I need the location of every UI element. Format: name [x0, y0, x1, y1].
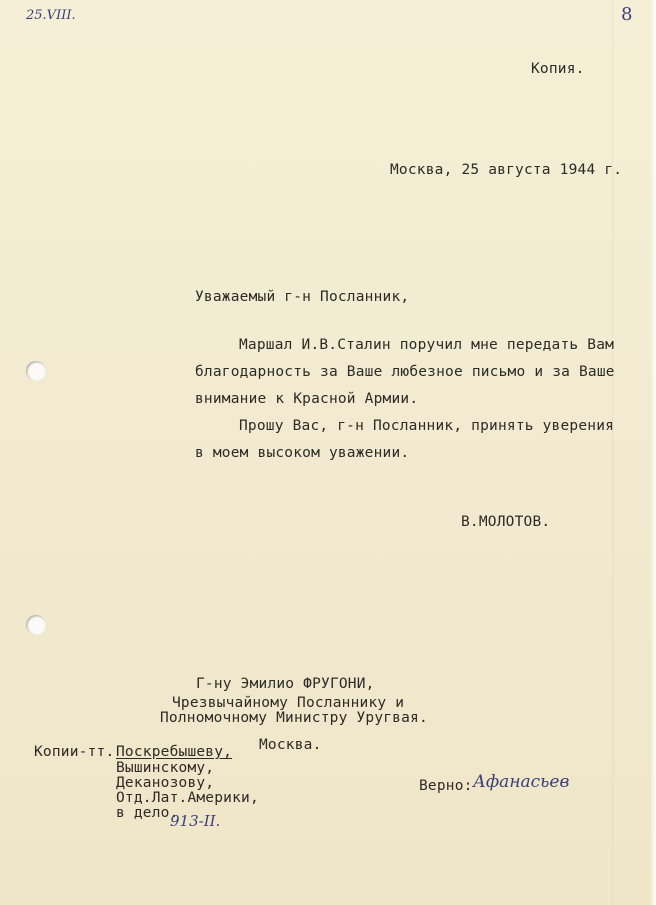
page-edge [650, 0, 656, 905]
body-line: Маршал И.В.Сталин поручил мне передать Вам [239, 337, 615, 353]
copies-label: Копии-тт. [34, 744, 115, 760]
addressee-city: Москва. [259, 737, 322, 753]
copy-recipient: Вышинскому, [116, 760, 215, 776]
signature: В.МОЛОТОВ. [461, 514, 551, 530]
addressee-title: Полномочному Министру Уругвая. [160, 710, 428, 726]
body-line: благодарность за Ваше любезное письмо и за Ваше [195, 364, 615, 380]
verification-signature: Афанасьев [473, 772, 570, 792]
addressee-name: Г-ну Эмилио ФРУГОНИ, [196, 676, 375, 692]
page-fold-line [612, 0, 613, 905]
place-and-date: Москва, 25 августа 1944 г. [390, 162, 623, 178]
handwritten-file-reference: 913-II. [170, 812, 221, 830]
copy-recipient: Отд.Лат.Америки, [116, 790, 259, 806]
copy-mark: Копия. [531, 61, 585, 77]
body-line: внимание к Красной Армии. [195, 391, 419, 407]
salutation: Уважаемый г-н Посланник, [195, 289, 410, 305]
closing-line: в моем высоком уважении. [195, 445, 410, 461]
handwritten-date-note: 25.VIII. [26, 8, 76, 23]
closing-line: Прошу Вас, г-н Посланник, принять уверения [239, 418, 615, 434]
addressee-title: Чрезвычайному Посланнику и [172, 695, 405, 711]
handwritten-page-number: 8 [621, 4, 633, 25]
punch-hole-lower [26, 615, 46, 635]
copy-recipient: Поскребышеву, [116, 744, 233, 760]
punch-hole-upper [26, 361, 46, 381]
copy-recipient: в дело. [116, 805, 179, 821]
verification-label: Верно: [419, 778, 473, 794]
copy-recipient: Деканозову, [116, 775, 215, 791]
